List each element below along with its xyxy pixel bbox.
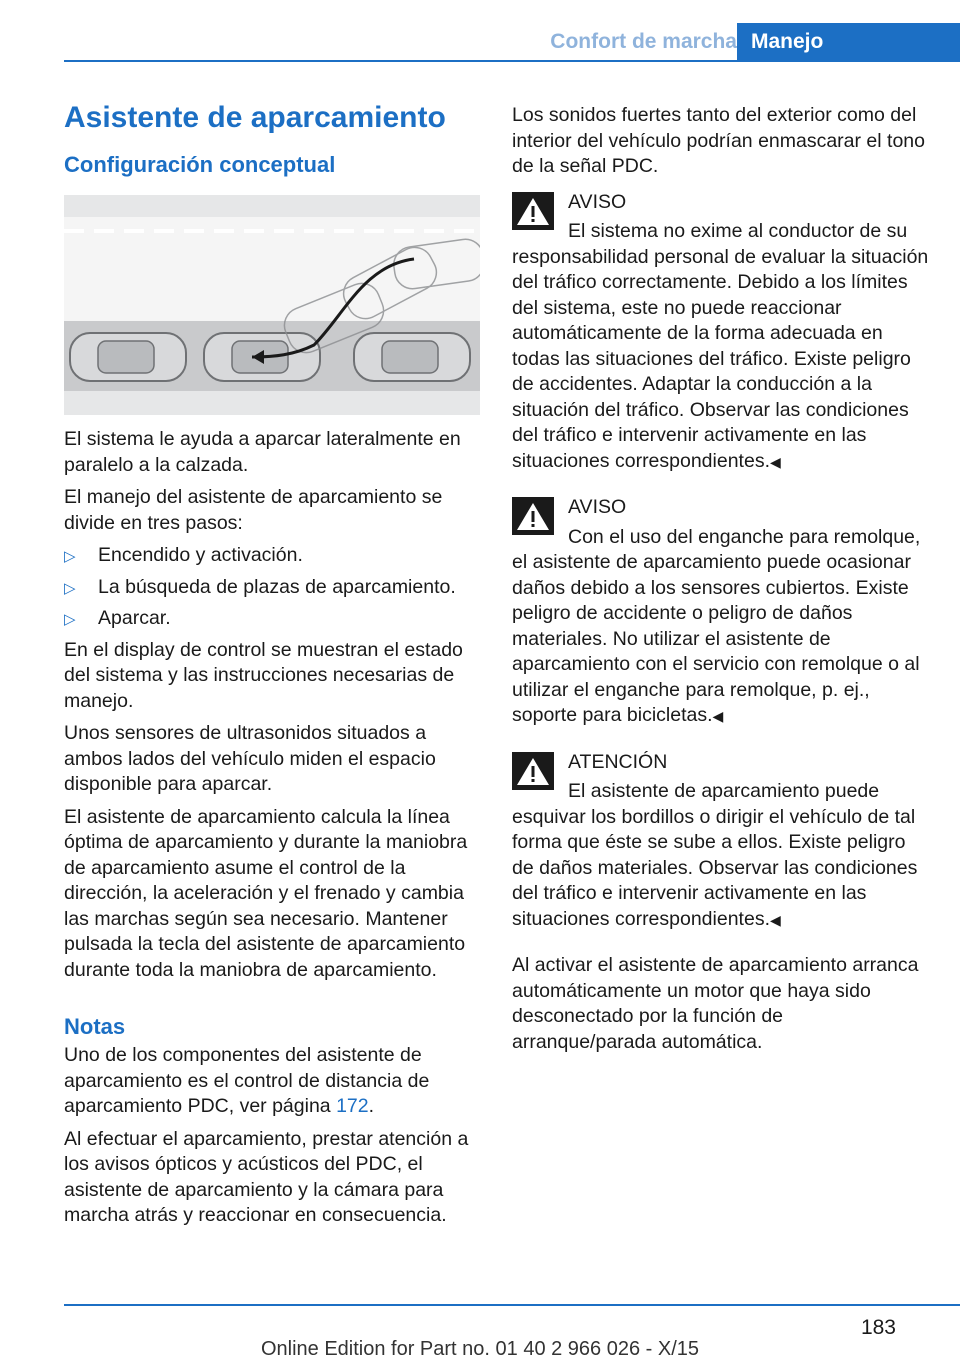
bullet-triangle-icon: ▷	[64, 611, 76, 628]
list-item: ▷ Aparcar.	[64, 606, 480, 632]
warning-title: AVISO	[568, 496, 627, 518]
paragraph: Al efectuar el aparcamiento, prestar atención a los avisos ópticos y acústicos del PDC, el asistente de aparcamiento y la cámara para marcha atrás y reaccionar en consecuencia.	[64, 1127, 469, 1226]
header-rule	[64, 60, 960, 62]
page-number: 183	[860, 1316, 896, 1339]
header-chapter-tab: Manejo	[737, 23, 960, 60]
warning-block	[512, 190, 930, 476]
left-column	[64, 98, 480, 1236]
bullet-triangle-icon: ▷	[64, 548, 76, 565]
list-item: ▷ La búsqueda de plazas de aparcamiento.	[64, 575, 480, 601]
paragraph: En el display de control se muestran el estado del sistema y las instrucciones necesarias de manejo.	[64, 638, 463, 712]
caution-text: El asistente de aparcamiento puede esquivar los bordillos o dirigir el vehículo de tal forma que éste se sube a ellos. Existe peligro de daños materiales. Observar las condiciones del tráfico e intervenir activamente en las situaciones correspondientes.	[512, 780, 918, 930]
warning-block	[512, 495, 930, 730]
warning-triangle-icon	[512, 497, 554, 535]
paragraph: Uno de los componentes del asistente de aparcamiento es el control de distancia de aparcamiento PDC, ver página 172.	[64, 1044, 430, 1117]
paragraph: Unos sensores de ultrasonidos situados a ambos lados del vehículo miden el espacio disponible para aparcar.	[64, 722, 436, 795]
caution-title: ATENCIÓN	[568, 750, 668, 773]
end-mark-icon: ◀	[770, 453, 781, 470]
end-mark-icon: ◀	[712, 708, 724, 724]
warning-triangle-icon	[512, 752, 554, 790]
parking-illustration	[64, 195, 480, 415]
section-title: Configuración conceptual	[64, 152, 336, 177]
right-column	[512, 103, 930, 1062]
warning-title: AVISO	[568, 190, 627, 213]
bullet-triangle-icon: ▷	[64, 579, 76, 597]
paragraph: El manejo del asistente de aparcamiento se divide en tres pasos:	[64, 486, 443, 534]
caution-block	[512, 750, 930, 934]
steps-list	[64, 543, 480, 632]
edition-footer: Online Edition for Part no. 01 40 2 966 026 - X/15	[260, 1338, 700, 1360]
page-title: Asistente de aparcamiento	[64, 101, 446, 134]
warning-text: El sistema no exime al conductor de su responsabilidad personal de evaluar la situación del tráfico correctamente. Debido a los límites del sistema, este no puede reaccionar automáticamente de la forma adecuada en todas las situaciones del tráfico. Existe peligro de accidentes. Adaptar la conducción a la situación del tráfico. Observar las condiciones del tráfico e intervenir activamente en las situaciones correspondientes.	[512, 220, 929, 472]
warning-triangle-icon	[512, 192, 554, 230]
header-section-tab: Confort de marcha	[550, 30, 737, 53]
page-link[interactable]: 172	[336, 1095, 369, 1117]
paragraph: Los sonidos fuertes tanto del exterior como del interior del vehículo podrían enmascarar el tono de la señal PDC.	[512, 104, 925, 177]
paragraph: El asistente de aparcamiento calcula la línea óptima de aparcamiento y durante la maniobra de aparcamiento asume el control de la dirección, la aceleración y el frenado y cambia las marchas según sea necesario. Mantener pulsada la tecla del asistente de aparcamiento durante toda la maniobra de aparcamiento.	[64, 805, 468, 981]
footer-rule	[64, 1304, 960, 1306]
warning-text: Con el uso del enganche para remolque, el asistente de aparcamiento puede ocasionar daños debido a los sensores cubiertos. Existe peligro de accidente o peligro de daños materiales. No utilizar el asistente de aparcamiento con el servicio con remolque o al utilizar el enganche para remolque, p. ej., soporte para bicicletas.	[512, 525, 921, 726]
end-mark-icon: ◀	[770, 911, 781, 928]
notes-heading: Notas	[64, 1014, 126, 1039]
list-item: ▷ Encendido y activación.	[64, 543, 480, 569]
paragraph: El sistema le ayuda a aparcar lateralmente en paralelo a la calzada.	[64, 428, 461, 476]
paragraph: Al activar el asistente de aparcamiento arranca automáticamente un motor que haya sido desconectado por la función de arranque/parada automática.	[512, 954, 919, 1053]
